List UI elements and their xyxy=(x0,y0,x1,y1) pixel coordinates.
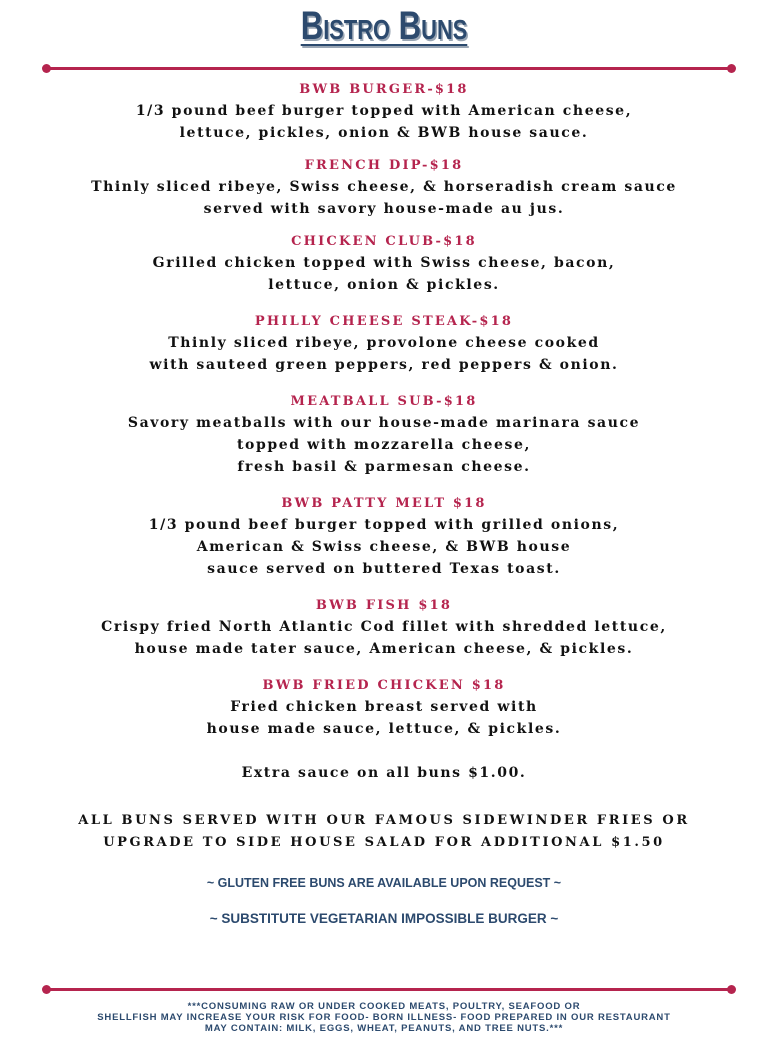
extra-sauce-note: Extra sauce on all buns $1.00. xyxy=(241,765,527,781)
menu-item-description: Fried chicken breast served with house made sauce, lettuce, & pickles. xyxy=(206,699,562,737)
menu-item xyxy=(0,156,768,220)
menu-item xyxy=(0,676,768,740)
menu-item-description: 1/3 pound beef burger topped with American cheese, lettuce, pickles, onion & BWB house sauce. xyxy=(135,103,633,141)
menu-item-description: Grilled chicken topped with Swiss cheese, bacon, lettuce, onion & pickles. xyxy=(152,255,616,293)
menu-item-name: BWB BURGER-$18 xyxy=(299,82,469,97)
sides-note: ALL BUNS SERVED WITH OUR FAMOUS SIDEWINDER FRIES OR UPGRADE TO SIDE HOUSE SALAD FOR ADDITIONAL $1.50 xyxy=(78,813,690,850)
menu-item-name: BWB FRIED CHICKEN $18 xyxy=(262,678,506,693)
menu-item xyxy=(0,596,768,660)
page-title: Bistro Buns xyxy=(300,4,468,48)
menu-item-description: Thinly sliced ribeye, provolone cheese cooked with sauteed green peppers, red peppers & onion. xyxy=(149,335,619,373)
menu-item xyxy=(0,80,768,144)
menu-item-name: PHILLY CHEESE STEAK-$18 xyxy=(254,314,514,329)
top-divider xyxy=(46,67,732,70)
menu-item-description: Crispy fried North Atlantic Cod fillet with shredded lettuce, house made tater sauce, American cheese, & pickles. xyxy=(101,619,667,657)
menu-item-name: MEATBALL SUB-$18 xyxy=(290,394,478,409)
bottom-divider xyxy=(46,988,732,991)
food-safety-disclaimer: ***CONSUMING RAW OR UNDER COOKED MEATS, POULTRY, SEAFOOD OR SHELLFISH MAY INCREASE YOUR RISK FOR FOOD- BORN ILLNESS- FOOD PREPARED IN OUR RESTAURANT MAY CONTAIN: MILK, EGGS, WHEAT, PEANUTS, AND TREE NUTS.*** xyxy=(97,1001,671,1034)
menu-item-name: FRENCH DIP-$18 xyxy=(304,158,464,173)
menu-item-description: Thinly sliced ribeye, Swiss cheese, & horseradish cream sauce served with savory house-made au jus. xyxy=(91,179,677,217)
menu-item xyxy=(0,232,768,296)
menu-item-description: Savory meatballs with our house-made marinara sauce topped with mozzarella cheese, fresh basil & parmesan cheese. xyxy=(127,415,641,475)
menu-item-description: 1/3 pound beef burger topped with grilled onions, American & Swiss cheese, & BWB house sauce served on buttered Texas toast. xyxy=(148,517,620,577)
menu-item xyxy=(0,392,768,478)
menu-item xyxy=(0,494,768,580)
menu-item xyxy=(0,312,768,376)
vegetarian-note: ~ SUBSTITUTE VEGETARIAN IMPOSSIBLE BURGER ~ xyxy=(209,911,559,926)
menu-item-name: BWB PATTY MELT $18 xyxy=(281,496,487,511)
menu-item-name: BWB FISH $18 xyxy=(315,598,453,613)
gluten-free-note: ~ GLUTEN FREE BUNS ARE AVAILABLE UPON REQUEST ~ xyxy=(206,876,562,890)
menu-list xyxy=(0,80,768,928)
menu-item-name: CHICKEN CLUB-$18 xyxy=(291,234,477,249)
